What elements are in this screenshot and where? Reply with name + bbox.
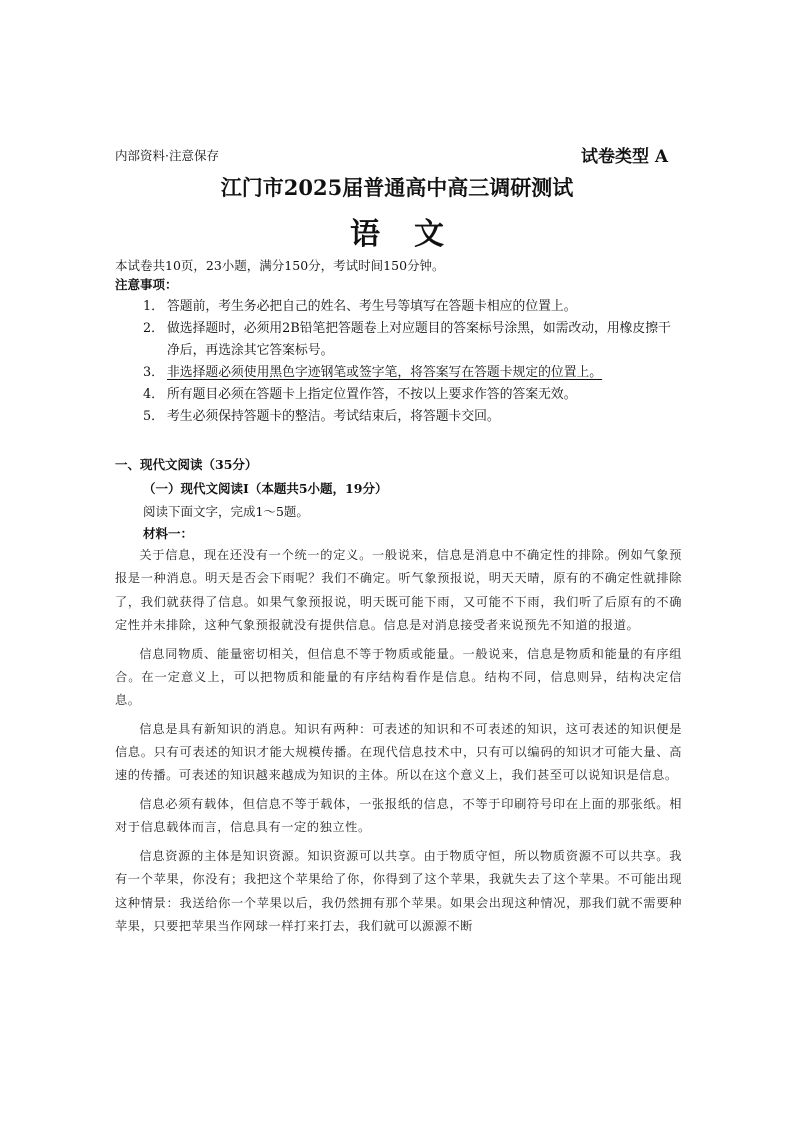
subject-title: 语文 [350, 217, 478, 252]
notice-item-text: 所有题目必须在答题卡上指定位置作答，不按以上要求作答的答案无效。 [167, 387, 577, 402]
notice-item-number: 5． [143, 409, 164, 424]
notice-item-text: 非选择题必须使用黑色字迹钢笔或签字笔，将答案写在答题卡规定的位置上。 [167, 365, 603, 380]
paper-type-label: 试卷类型 A [581, 147, 669, 167]
notice-item-number: 3． [143, 365, 164, 380]
notice-item-number: 4． [143, 387, 164, 402]
material-paragraph: 信息资源的主体是知识资源。知识资源可以共享。由于物质守恒，所以物质资源不可以共享。我有一个苹果，你没有；我把这个苹果给了你，你得到了这个苹果，我就失去了这个苹果。不可能出现这种情景：我送给你一个苹果以后，我仍然拥有那个苹果。如果会出现这种情况，那我们就不需要种苹果，只要把苹果当作网球一样打来打去，我们就可以源源不断 [115, 849, 682, 934]
material-paragraph: 信息必须有载体，但信息不等于载体，一张报纸的信息，不等于印刷符号印在上面的那张纸。相对于信息载体而言，信息具有一定的独立性。 [115, 797, 682, 835]
material-paragraph: 关于信息，现在还没有一个统一的定义。一般说来，信息是消息中不确定性的排除。例如气象预报是一种消息。明天是否会下雨呢？我们不确定。听气象预报说，明天天晴，原有的不确定性就排除了，我们就获得了信息。如果气象预报说，明天既可能下雨，又可能不下雨，我们听了后原有的不确定性并未排除，这种气象预报就没有提供信息。信息是对消息接受者来说预先不知道的报道。 [115, 548, 682, 632]
notice-item [143, 318, 683, 362]
notice-item-number: 2． [143, 321, 164, 336]
material-text [115, 544, 682, 944]
notice-item [143, 362, 683, 384]
reading-instruction: 阅读下面文字，完成1～5题。 [143, 504, 309, 519]
material-paragraph: 信息同物质、能量密切相关，但信息不等于物质或能量。一般说来，信息是物质和能量的有序组合。在一定意义上，可以把物质和能量的有序结构看作是信息。结构不同，信息则异，结构决定信息。 [115, 646, 682, 708]
notice-heading: 注意事项： [115, 277, 178, 292]
notice-item [143, 296, 683, 318]
notice-item-text: 做选择题时，必须用2B铅笔把答题卷上对应题目的答案标号涂黑，如需改动，用橡皮擦干净后，再选涂其它答案标号。 [167, 321, 671, 358]
notice-item-number: 1． [143, 299, 164, 314]
exam-intro: 本试卷共10页，23小题，满分150分，考试时间150分钟。 [115, 258, 445, 273]
notice-list [143, 296, 683, 428]
confidential-note: 内部资料·注意保存 [115, 148, 219, 163]
notice-item-text: 考生必须保持答题卡的整洁。考试结束后，将答题卡交回。 [167, 409, 500, 424]
material-paragraph: 信息是具有新知识的消息。知识有两种：可表述的知识和不可表述的知识，这可表述的知识便是信息。只有可表述的知识才能大规模传播。在现代信息技术中，只有可以编码的知识才可能大量、高速的传播。可表述的知识越来越成为知识的主体。所以在这个意义上，我们甚至可以说知识是信息。 [115, 721, 682, 783]
material-label: 材料一： [143, 526, 194, 541]
notice-item [143, 406, 683, 428]
notice-item-text: 答题前，考生务必把自己的姓名、考生号等填写在答题卡相应的位置上。 [167, 299, 577, 314]
notice-item [143, 384, 683, 406]
subsection-heading: （一）现代文阅读Ⅰ（本题共5小题，19分） [143, 481, 388, 496]
section-heading: 一、现代文阅读（35分） [115, 457, 258, 472]
exam-title: 江门市2025届普通高中高三调研测试 [220, 175, 574, 200]
